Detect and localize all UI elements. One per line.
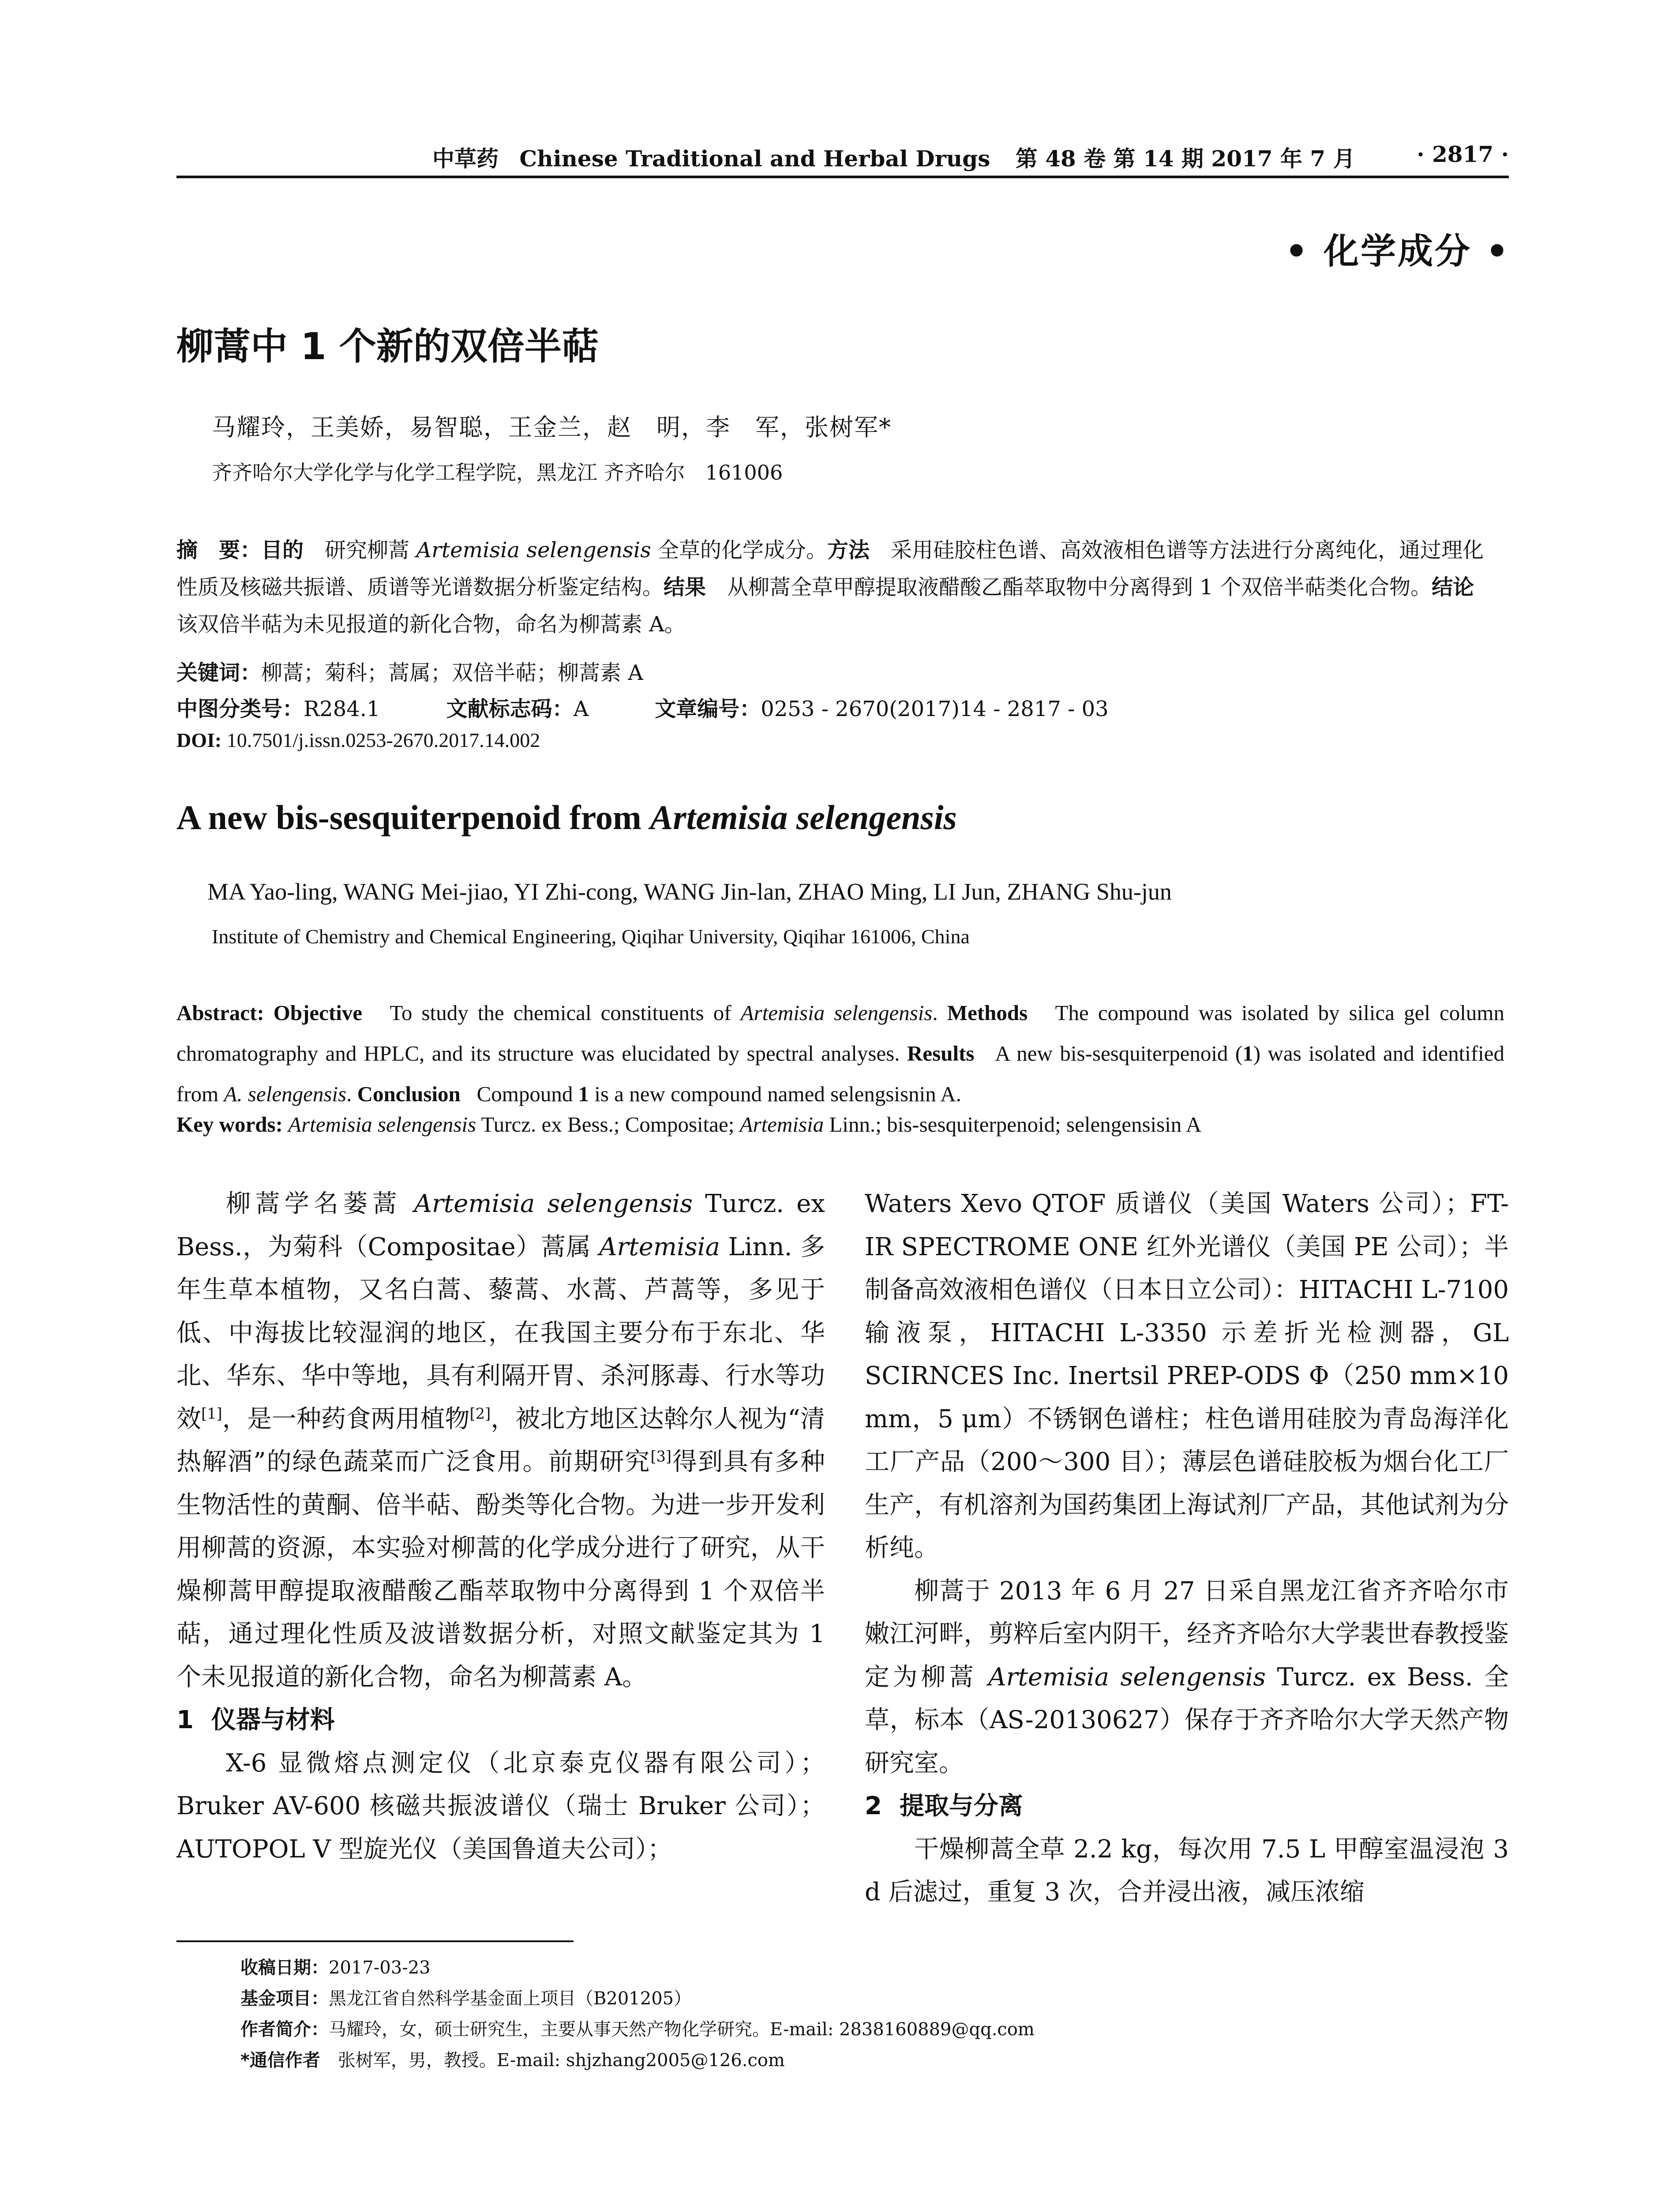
footnote-correspondence xyxy=(240,2045,1035,2076)
section-2-title: 提取与分离 xyxy=(899,1792,1023,1820)
title-en-prefix: A new bis-sesquiterpenoid from xyxy=(176,798,650,837)
received-value: 2017-03-23 xyxy=(329,1958,431,1978)
header-journal-cn: 中草药 xyxy=(432,146,499,172)
footnotes xyxy=(240,1952,1035,2076)
abstract-en-methods-label: Methods xyxy=(947,1001,1028,1025)
body-column-left xyxy=(176,1182,825,1871)
header-issue: 第 48 卷 第 14 期 2017 年 7 月 xyxy=(1015,146,1355,172)
abstract-en-results-b: ) was isolated and identified from xyxy=(176,1041,1504,1106)
citation-1: [1] xyxy=(201,1404,222,1422)
header-page-number: · 2817 · xyxy=(1417,141,1509,167)
instruments-paragraph: X-6 显微熔点测定仪（北京泰克仪器有限公司）；Bruker AV-600 核磁共振波谱仪（瑞士 Bruker 公司）；AUTOPOL V 型旋光仪（美国鲁道夫公司）； xyxy=(176,1748,825,1864)
abstract-en-objective: To study the chemical constituents of xyxy=(390,1001,741,1025)
keywords-en-label: Key words: xyxy=(176,1112,289,1137)
abstract-en-label: Abstract: xyxy=(176,1001,274,1025)
header-journal-info xyxy=(432,141,1355,173)
section-tag: • 化学成分 • xyxy=(1285,231,1510,272)
authors-english: MA Yao-ling, WANG Mei-jiao, YI Zhi-cong, WANG Jin-lan, ZHAO Ming, LI Jun, ZHANG Shu-jun xyxy=(207,878,1172,905)
citation-3: [3] xyxy=(650,1448,672,1465)
clc-label: 中图分类号： xyxy=(176,697,304,721)
abstract-en-results: A new bis-sesquiterpenoid ( xyxy=(995,1041,1243,1065)
plant-species: Artemisia selengensis xyxy=(988,1662,1266,1692)
running-header xyxy=(176,140,1509,178)
abstract-en-conclusion-num: 1 xyxy=(578,1082,589,1106)
section-1-number: 1 xyxy=(176,1706,194,1734)
keywords-en-species: Artemisia selengensis xyxy=(288,1112,476,1137)
body-column-right xyxy=(865,1182,1509,1914)
abstract-en-conclusion-label: Conclusion xyxy=(357,1082,461,1106)
keywords-en-genus: Artemisia xyxy=(739,1112,824,1137)
fund-value: 黑龙江省自然科学基金面上项目（B201205） xyxy=(329,1988,692,2009)
title-chinese: 柳蒿中 1 个新的双倍半萜 xyxy=(176,325,599,368)
keywords-cn-label: 关键词： xyxy=(176,660,262,685)
article-number-value: 0253 - 2670(2017)14 - 2817 - 03 xyxy=(761,697,1109,721)
plant-text-b: Turcz. ex Bess. 全草，标本（AS-20130627）保存于齐齐哈尔大学天然产物研究室。 xyxy=(865,1662,1509,1778)
abstract-cn-method: 采用硅胶柱色谱、高效液相色谱等方法进行分离纯化，通过理化性质及核磁共振谱、质谱等光谱数据分析鉴定结构。 xyxy=(176,538,1484,600)
abstract-en-conclusion-b: is a new compound named selengsisnin A. xyxy=(589,1082,961,1106)
article-number-label: 文章编号： xyxy=(655,697,761,721)
affiliation-english: Institute of Chemistry and Chemical Engineering, Qiqihar University, Qiqihar 161006, China xyxy=(212,925,970,948)
classification-row xyxy=(176,692,1109,722)
keywords-en-part1: Turcz. ex Bess.; Compositae; xyxy=(476,1112,740,1137)
intro-genus: Artemisia xyxy=(599,1232,720,1261)
abstract-en-results-end: . xyxy=(346,1082,357,1106)
footnote-fund xyxy=(240,1983,1035,2014)
author-value: 马耀玲，女，硕士研究生，主要从事天然产物化学研究。E-mail: 2838160889@qq.com xyxy=(329,2019,1035,2040)
abstract-cn-objective-label: 目的 xyxy=(261,538,304,563)
intro-text-d: ，是一种药食两用植物 xyxy=(222,1404,470,1433)
title-en-species: Artemisia selengensis xyxy=(650,798,957,837)
fund-label: 基金项目： xyxy=(240,1988,329,2009)
author-label: 作者简介： xyxy=(240,2019,329,2040)
intro-species: Artemisia selengensis xyxy=(414,1189,693,1218)
section-2-number: 2 xyxy=(865,1792,882,1820)
correspondence-value: 张树军，男，教授。E-mail: shjzhang2005@126.com xyxy=(320,2050,785,2071)
abstract-cn-objective-end: 全草的化学成分。 xyxy=(651,538,827,563)
title-english xyxy=(176,798,957,837)
abstract-english xyxy=(176,993,1504,1114)
intro-text-f: 得到具有多种生物活性的黄酮、倍半萜、酚类等化合物。为进一步开发利用柳蒿的资源，本实验对柳蒿的化学成分进行了研究，从干燥柳蒿甲醇提取液醋酸乙酯萃取物中分离得到 1 个双倍半萜，通过理化性质及波谱数据分析，对照文献鉴定其为 1 个未见报道的新化合物，命名为柳蒿素 A。 xyxy=(176,1448,825,1692)
keywords-chinese xyxy=(176,656,643,686)
header-journal-en: Chinese Traditional and Herbal Drugs xyxy=(519,146,990,172)
footnote-author xyxy=(240,2014,1035,2045)
intro-paragraph xyxy=(176,1182,825,1699)
abstract-en-methods: The compound was isolated by silica gel column chromatography and HPLC, and its structure was elucidated by spectral analyses. xyxy=(176,1001,1504,1065)
abstract-en-compound-num: 1 xyxy=(1242,1041,1253,1065)
received-label: 收稿日期： xyxy=(240,1958,329,1978)
affiliation-chinese: 齐齐哈尔大学化学与化学工程学院，黑龙江 齐齐哈尔 161006 xyxy=(212,461,783,484)
doc-code-value: A xyxy=(573,697,589,721)
footnote-received xyxy=(240,1952,1035,1983)
extraction-paragraph: 干燥柳蒿全草 2.2 kg，每次用 7.5 L 甲醇室温浸泡 3 d 后滤过，重复 3 次，合并浸出液，减压浓缩 xyxy=(865,1835,1509,1906)
abstract-cn-result: 从柳蒿全草甲醇提取液醋酸乙酯萃取物中分离得到 1 个双倍半萜类化合物。 xyxy=(727,575,1432,600)
instruments-continued: Waters Xevo QTOF 质谱仪（美国 Waters 公司）；FT-IR SPECTROME ONE 红外光谱仪（美国 PE 公司）；半制备高效液相色谱仪（日本日立公司）：HITACHI L-7100 输液泵，HITACHI L-3350 示差折光检测器，GL SCIRNCES Inc. Inertsil PREP-ODS Φ（250 mm×10 mm，5 μm）不锈钢色谱柱；柱色谱用硅胶为青岛海洋化工厂产品（200～300 目）；薄层色谱硅胶板为烟台化工厂生产，有机溶剂为国药集团上海试剂厂产品，其他试剂为分析纯。 xyxy=(865,1189,1509,1562)
correspondence-label: *通信作者 xyxy=(240,2050,320,2071)
abstract-en-results-species: A. selengensis xyxy=(224,1082,347,1106)
citation-2: [2] xyxy=(469,1404,491,1422)
abstract-en-objective-label: Objective xyxy=(273,1001,363,1025)
doi-label: DOI: xyxy=(176,729,222,751)
section-1-title: 仪器与材料 xyxy=(211,1706,335,1734)
keywords-en-part2: Linn.; bis-sesquiterpenoid; selengensisin A xyxy=(824,1112,1202,1137)
abstract-en-conclusion: Compound xyxy=(476,1082,578,1106)
intro-text-e: ，被北方地区达斡尔人视为“清热解酒”的绿色蔬菜而广泛食用。前期研究 xyxy=(176,1404,825,1476)
plant-material-paragraph xyxy=(865,1570,1509,1785)
section-1-heading xyxy=(176,1699,825,1742)
abstract-cn-method-label: 方法 xyxy=(827,538,870,563)
doi-row xyxy=(176,728,540,752)
abstract-cn-species: Artemisia selengensis xyxy=(416,538,651,563)
abstract-cn-result-label: 结果 xyxy=(664,575,706,600)
plant-text-a: 柳蒿于 2013 年 6 月 27 日采自黑龙江省齐齐哈尔市嫩江河畔，剪粹后室内阴干，经齐齐哈尔大学裴世春教授鉴定为柳蒿 xyxy=(865,1576,1509,1692)
abstract-cn-conclusion: 该双倍半萜为未见报道的新化合物，命名为柳蒿素 A。 xyxy=(176,612,686,637)
intro-text-a: 柳蒿学名蒌蒿 xyxy=(226,1189,414,1218)
abstract-cn-label: 摘 要： xyxy=(176,538,262,563)
abstract-en-objective-end: . xyxy=(932,1001,947,1025)
keywords-english xyxy=(176,1112,1201,1137)
abstract-en-species: Artemisia selengensis xyxy=(740,1001,933,1025)
section-2-heading xyxy=(865,1785,1509,1828)
intro-text-c: Linn. 多年生草本植物，又名白蒿、藜蒿、水蒿、芦蒿等，多见于低、中海拔比较湿润的地区，在我国主要分布于东北、华北、华东、华中等地，具有利隔开胃、杀河豚毒、行水等功效 xyxy=(176,1232,825,1433)
abstract-cn-objective: 研究柳蒿 xyxy=(325,538,416,563)
authors-chinese: 马耀玲，王美娇，易智聪，王金兰，赵 明，李 军，张树军* xyxy=(212,413,892,441)
abstract-cn-conclusion-label: 结论 xyxy=(1432,575,1474,600)
abstract-chinese xyxy=(176,532,1504,643)
doi-value: 10.7501/j.issn.0253-2670.2017.14.002 xyxy=(221,729,540,751)
footnote-rule xyxy=(176,1940,574,1942)
clc-value: R284.1 xyxy=(304,697,380,721)
keywords-cn-text: 柳蒿；菊科；蒿属；双倍半萜；柳蒿素 A xyxy=(261,660,643,685)
abstract-en-results-label: Results xyxy=(907,1041,975,1065)
doc-code-label: 文献标志码： xyxy=(446,697,574,721)
intro-text-b: Turcz. ex Bess.，为菊科（Compositae）蒿属 xyxy=(176,1189,825,1261)
